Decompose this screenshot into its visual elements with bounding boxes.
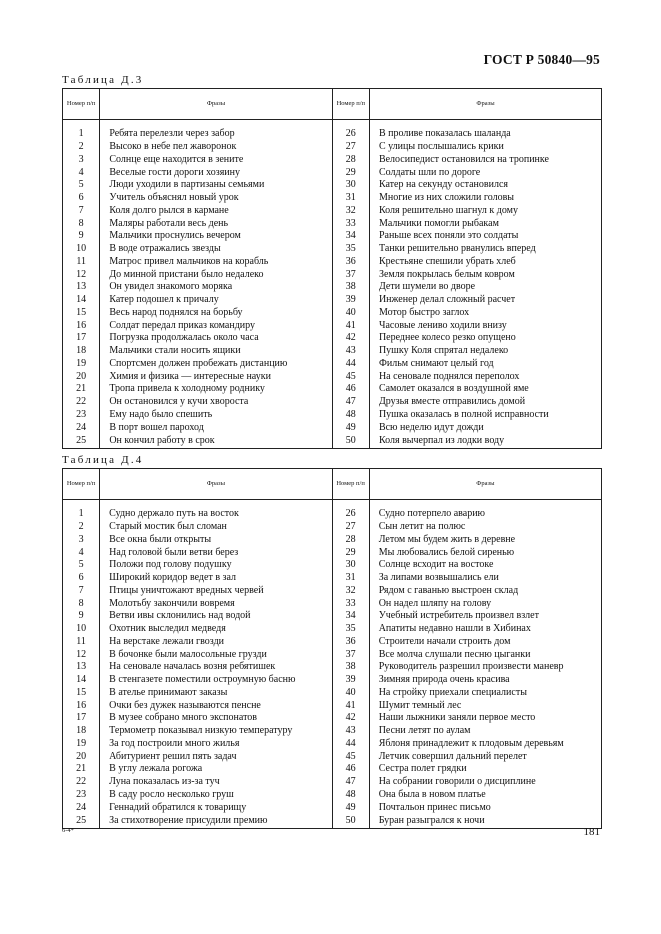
table-row bbox=[63, 699, 602, 712]
row-number: 30 bbox=[332, 179, 369, 192]
phrase-text: Тропа привела к холодному роднику bbox=[100, 383, 332, 396]
phrase-text: Инженер делал сложный расчет bbox=[369, 294, 601, 307]
row-number: 28 bbox=[332, 154, 369, 167]
row-number: 14 bbox=[63, 294, 100, 307]
table-row bbox=[63, 128, 602, 141]
row-number: 19 bbox=[63, 738, 100, 751]
table-row bbox=[63, 738, 602, 751]
table-row bbox=[63, 192, 602, 205]
row-number: 23 bbox=[63, 409, 100, 422]
phrase-text: Мальчики проснулись вечером bbox=[100, 230, 332, 243]
row-number: 32 bbox=[332, 205, 369, 218]
row-number: 39 bbox=[332, 674, 369, 687]
row-number: 35 bbox=[332, 243, 369, 256]
table-row bbox=[63, 814, 602, 829]
phrase-text: Мотор быстро заглох bbox=[369, 307, 601, 320]
row-number: 34 bbox=[332, 230, 369, 243]
phrase-text: Птицы уничтожают вредных червей bbox=[100, 585, 332, 598]
phrase-text: Термометр показывал низкую температуру bbox=[100, 725, 332, 738]
phrase-text: Переднее колесо резко опущено bbox=[369, 332, 601, 345]
row-number: 48 bbox=[332, 409, 369, 422]
row-number: 47 bbox=[332, 776, 369, 789]
row-number: 13 bbox=[63, 661, 100, 674]
signature-mark: 6-4* bbox=[62, 827, 74, 834]
column-header-phrase: Фразы bbox=[100, 469, 332, 500]
phrase-text: Пушку Коля спрятал недалеко bbox=[369, 345, 601, 358]
row-number: 5 bbox=[63, 179, 100, 192]
table-row bbox=[63, 763, 602, 776]
row-number: 27 bbox=[332, 521, 369, 534]
phrase-text: Летчик совершил дальний перелет bbox=[369, 750, 601, 763]
phrase-text: Часовые лениво ходили внизу bbox=[369, 319, 601, 332]
table-row bbox=[63, 725, 602, 738]
phrase-text: Всю неделю идут дожди bbox=[369, 421, 601, 434]
spacer-cell bbox=[369, 120, 601, 129]
row-number: 21 bbox=[63, 763, 100, 776]
phrase-text: Маляры работали весь день bbox=[100, 217, 332, 230]
row-number: 36 bbox=[332, 256, 369, 269]
row-number: 6 bbox=[63, 192, 100, 205]
phrase-text: Сын летит на полюс bbox=[369, 521, 601, 534]
row-number: 46 bbox=[332, 383, 369, 396]
row-number: 8 bbox=[63, 597, 100, 610]
row-number: 40 bbox=[332, 687, 369, 700]
table-row bbox=[63, 610, 602, 623]
phrase-text: Очки без дужек называются пенсне bbox=[100, 699, 332, 712]
row-number: 48 bbox=[332, 789, 369, 802]
table-row bbox=[63, 789, 602, 802]
row-number: 45 bbox=[332, 370, 369, 383]
table-row bbox=[63, 268, 602, 281]
table-row bbox=[63, 256, 602, 269]
phrase-text: Он кончил работу в срок bbox=[100, 434, 332, 449]
spacer-cell bbox=[332, 120, 369, 129]
row-number: 11 bbox=[63, 636, 100, 649]
row-number: 33 bbox=[332, 597, 369, 610]
row-number: 33 bbox=[332, 217, 369, 230]
phrase-text: Все молча слушали песню цыганки bbox=[369, 648, 601, 661]
phrase-text: Зимняя природа очень красива bbox=[369, 674, 601, 687]
phrase-text: В проливе показалась шаланда bbox=[369, 128, 601, 141]
phrase-text: Солнце всходит на востоке bbox=[369, 559, 601, 572]
table-row bbox=[63, 383, 602, 396]
row-number: 4 bbox=[63, 166, 100, 179]
phrase-text: Химия и физика — интересные науки bbox=[100, 370, 332, 383]
phrase-text: Спортсмен должен пробежать дистанцию bbox=[100, 358, 332, 371]
row-number: 30 bbox=[332, 559, 369, 572]
spacer-cell bbox=[369, 500, 601, 509]
table-row bbox=[63, 230, 602, 243]
table-row bbox=[63, 687, 602, 700]
row-number: 37 bbox=[332, 268, 369, 281]
spacer-row bbox=[63, 500, 602, 509]
table-row bbox=[63, 179, 602, 192]
phrase-text: Шумит темный лес bbox=[369, 699, 601, 712]
table-row bbox=[63, 396, 602, 409]
phrase-text: Катер подошел к причалу bbox=[100, 294, 332, 307]
row-number: 9 bbox=[63, 230, 100, 243]
phrase-text: Судно потерпело аварию bbox=[369, 508, 601, 521]
row-number: 47 bbox=[332, 396, 369, 409]
phrase-text: Погрузка продолжалась около часа bbox=[100, 332, 332, 345]
row-number: 44 bbox=[332, 358, 369, 371]
row-number: 8 bbox=[63, 217, 100, 230]
row-number: 37 bbox=[332, 648, 369, 661]
row-number: 14 bbox=[63, 674, 100, 687]
phrase-text: Пушка оказалась в полной исправности bbox=[369, 409, 601, 422]
row-number: 29 bbox=[332, 546, 369, 559]
phrase-text: Мальчики помогли рыбакам bbox=[369, 217, 601, 230]
row-number: 41 bbox=[332, 699, 369, 712]
phrase-text: Учитель объяснял новый урок bbox=[100, 192, 332, 205]
table-row bbox=[63, 141, 602, 154]
column-header-number: Номер п/п bbox=[63, 469, 100, 500]
phrase-text: На стройку приехали специалисты bbox=[369, 687, 601, 700]
phrase-text: На сеновале началась возня ребятишек bbox=[100, 661, 332, 674]
row-number: 26 bbox=[332, 128, 369, 141]
phrase-text: Песни летят по аулам bbox=[369, 725, 601, 738]
phrase-text: Солдат передал приказ командиру bbox=[100, 319, 332, 332]
row-number: 36 bbox=[332, 636, 369, 649]
table-row bbox=[63, 648, 602, 661]
row-number: 41 bbox=[332, 319, 369, 332]
table-row bbox=[63, 585, 602, 598]
phrase-text: Раньше всех поняли это солдаты bbox=[369, 230, 601, 243]
phrase-text: Абитуриент решил пять задач bbox=[100, 750, 332, 763]
phrase-text: Старый мостик был сломан bbox=[100, 521, 332, 534]
row-number: 29 bbox=[332, 166, 369, 179]
phrase-text: Сестра полет грядки bbox=[369, 763, 601, 776]
row-number: 9 bbox=[63, 610, 100, 623]
phrase-text: На собрании говорили о дисциплине bbox=[369, 776, 601, 789]
phrase-text: Широкий коридор ведет в зал bbox=[100, 572, 332, 585]
spacer-row bbox=[63, 120, 602, 129]
phrase-text: Руководитель разрешил произвести маневр bbox=[369, 661, 601, 674]
row-number: 18 bbox=[63, 345, 100, 358]
phrase-text: Танки решительно рванулись вперед bbox=[369, 243, 601, 256]
row-number: 7 bbox=[63, 205, 100, 218]
row-number: 16 bbox=[63, 699, 100, 712]
phrase-text: Земля покрылась белым ковром bbox=[369, 268, 601, 281]
row-number: 25 bbox=[63, 814, 100, 829]
spacer-cell bbox=[100, 500, 332, 509]
phrase-text: Геннадий обратился к товарищу bbox=[100, 801, 332, 814]
table-row bbox=[63, 750, 602, 763]
table-row bbox=[63, 776, 602, 789]
row-number: 3 bbox=[63, 154, 100, 167]
row-number: 5 bbox=[63, 559, 100, 572]
row-number: 20 bbox=[63, 750, 100, 763]
phrase-text: Апатиты недавно нашли в Хибинах bbox=[369, 623, 601, 636]
row-number: 19 bbox=[63, 358, 100, 371]
phrase-text: Положи под голову подушку bbox=[100, 559, 332, 572]
row-number: 34 bbox=[332, 610, 369, 623]
table-row bbox=[63, 370, 602, 383]
table-row bbox=[63, 154, 602, 167]
row-number: 38 bbox=[332, 661, 369, 674]
row-number: 11 bbox=[63, 256, 100, 269]
table-row bbox=[63, 205, 602, 218]
row-number: 43 bbox=[332, 345, 369, 358]
phrase-text: Многие из них сложили головы bbox=[369, 192, 601, 205]
row-number: 31 bbox=[332, 192, 369, 205]
row-number: 16 bbox=[63, 319, 100, 332]
table-row bbox=[63, 636, 602, 649]
column-header-number: Номер п/п bbox=[332, 89, 369, 120]
row-number: 17 bbox=[63, 332, 100, 345]
row-number: 18 bbox=[63, 725, 100, 738]
phrase-text: Почтальон принес письмо bbox=[369, 801, 601, 814]
table-row bbox=[63, 421, 602, 434]
row-number: 43 bbox=[332, 725, 369, 738]
row-number: 12 bbox=[63, 268, 100, 281]
phrase-text: Он надел шляпу на голову bbox=[369, 597, 601, 610]
table-row bbox=[63, 358, 602, 371]
row-number: 4 bbox=[63, 546, 100, 559]
row-number: 42 bbox=[332, 332, 369, 345]
phrase-table-d4 bbox=[62, 468, 602, 829]
phrase-text: Буран разыгрался к ночи bbox=[369, 814, 601, 829]
row-number: 10 bbox=[63, 623, 100, 636]
phrase-text: На сеновале поднялся переполох bbox=[369, 370, 601, 383]
row-number: 7 bbox=[63, 585, 100, 598]
row-number: 40 bbox=[332, 307, 369, 320]
row-number: 24 bbox=[63, 801, 100, 814]
column-header-number: Номер п/п bbox=[63, 89, 100, 120]
phrase-text: Он остановился у кучи хвороста bbox=[100, 396, 332, 409]
phrase-text: Велосипедист остановился на тропинке bbox=[369, 154, 601, 167]
row-number: 44 bbox=[332, 738, 369, 751]
phrase-text: В музее собрано много экспонатов bbox=[100, 712, 332, 725]
table-row bbox=[63, 307, 602, 320]
phrase-text: На верстаке лежали гвозди bbox=[100, 636, 332, 649]
row-number: 20 bbox=[63, 370, 100, 383]
table-row bbox=[63, 281, 602, 294]
table-caption-d3: Таблица Д.3 bbox=[62, 74, 144, 86]
row-number: 22 bbox=[63, 396, 100, 409]
row-number: 50 bbox=[332, 814, 369, 829]
phrase-text: За липами возвышались ели bbox=[369, 572, 601, 585]
spacer-cell bbox=[332, 500, 369, 509]
phrase-table-d3 bbox=[62, 88, 602, 449]
phrase-text: Он увидел знакомого моряка bbox=[100, 281, 332, 294]
phrase-text: Мы любовались белой сиренью bbox=[369, 546, 601, 559]
phrase-text: Крестьяне спешили убрать хлеб bbox=[369, 256, 601, 269]
row-number: 49 bbox=[332, 421, 369, 434]
row-number: 13 bbox=[63, 281, 100, 294]
row-number: 28 bbox=[332, 534, 369, 547]
table-row bbox=[63, 546, 602, 559]
spacer-cell bbox=[63, 120, 100, 129]
row-number: 26 bbox=[332, 508, 369, 521]
phrase-text: Летом мы будем жить в деревне bbox=[369, 534, 601, 547]
row-number: 39 bbox=[332, 294, 369, 307]
phrase-text: Друзья вместе отправились домой bbox=[369, 396, 601, 409]
row-number: 1 bbox=[63, 508, 100, 521]
table-caption-d4: Таблица Д.4 bbox=[62, 454, 144, 466]
phrase-text: Учебный истребитель произвел взлет bbox=[369, 610, 601, 623]
phrase-text: Над головой были ветви берез bbox=[100, 546, 332, 559]
column-header-phrase: Фразы bbox=[100, 89, 332, 120]
row-number: 23 bbox=[63, 789, 100, 802]
phrase-text: Она была в новом платье bbox=[369, 789, 601, 802]
row-number: 3 bbox=[63, 534, 100, 547]
phrase-text: В стенгазете поместили остроумную басню bbox=[100, 674, 332, 687]
table-header-row bbox=[63, 469, 602, 500]
row-number: 50 bbox=[332, 434, 369, 449]
column-header-phrase: Фразы bbox=[369, 469, 601, 500]
row-number: 27 bbox=[332, 141, 369, 154]
table-row bbox=[63, 294, 602, 307]
row-number: 45 bbox=[332, 750, 369, 763]
table-row bbox=[63, 434, 602, 449]
phrase-text: В порт вошел пароход bbox=[100, 421, 332, 434]
phrase-text: Ребята перелезли через забор bbox=[100, 128, 332, 141]
row-number: 31 bbox=[332, 572, 369, 585]
table-row bbox=[63, 345, 602, 358]
table-row bbox=[63, 712, 602, 725]
table-row bbox=[63, 243, 602, 256]
phrase-text: Высоко в небе пел жаворонок bbox=[100, 141, 332, 154]
row-number: 10 bbox=[63, 243, 100, 256]
row-number: 24 bbox=[63, 421, 100, 434]
phrase-text: Строители начали строить дом bbox=[369, 636, 601, 649]
phrase-text: В углу лежала рогожа bbox=[100, 763, 332, 776]
phrase-text: В ателье принимают заказы bbox=[100, 687, 332, 700]
phrase-text: Мальчики стали носить ящики bbox=[100, 345, 332, 358]
column-header-phrase: Фразы bbox=[369, 89, 601, 120]
phrase-text: С улицы послышались крики bbox=[369, 141, 601, 154]
table-row bbox=[63, 572, 602, 585]
phrase-text: Дети шумели во дворе bbox=[369, 281, 601, 294]
standard-designation: ГОСТ Р 50840—95 bbox=[483, 52, 600, 67]
row-number: 21 bbox=[63, 383, 100, 396]
row-number: 22 bbox=[63, 776, 100, 789]
phrase-text: За стихотворение присудили премию bbox=[100, 814, 332, 829]
table-row bbox=[63, 559, 602, 572]
spacer-cell bbox=[63, 500, 100, 509]
table-row bbox=[63, 521, 602, 534]
table-row bbox=[63, 597, 602, 610]
row-number: 1 bbox=[63, 128, 100, 141]
row-number: 6 bbox=[63, 572, 100, 585]
phrase-text: Люди уходили в партизаны семьями bbox=[100, 179, 332, 192]
phrase-text: Охотник выследил медведя bbox=[100, 623, 332, 636]
spacer-cell bbox=[100, 120, 332, 129]
phrase-text: Наши лыжники заняли первое место bbox=[369, 712, 601, 725]
table-row bbox=[63, 534, 602, 547]
row-number: 2 bbox=[63, 521, 100, 534]
row-number: 32 bbox=[332, 585, 369, 598]
table-row bbox=[63, 661, 602, 674]
phrase-text: Весь народ поднялся на борьбу bbox=[100, 307, 332, 320]
phrase-text: За год построили много жилья bbox=[100, 738, 332, 751]
phrase-text: Катер на секунду остановился bbox=[369, 179, 601, 192]
row-number: 12 bbox=[63, 648, 100, 661]
phrase-text: Коля долго рылся в кармане bbox=[100, 205, 332, 218]
phrase-text: Коля решительно шагнул к дому bbox=[369, 205, 601, 218]
phrase-text: Веселые гости дороги хозяину bbox=[100, 166, 332, 179]
row-number: 46 bbox=[332, 763, 369, 776]
phrase-text: В воде отражались звезды bbox=[100, 243, 332, 256]
phrase-text: В бочонке были малосольные грузди bbox=[100, 648, 332, 661]
table-header-row bbox=[63, 89, 602, 120]
column-header-number: Номер п/п bbox=[332, 469, 369, 500]
table-row bbox=[63, 409, 602, 422]
row-number: 42 bbox=[332, 712, 369, 725]
table-row bbox=[63, 217, 602, 230]
table-row bbox=[63, 623, 602, 636]
row-number: 2 bbox=[63, 141, 100, 154]
page-number: 181 bbox=[583, 826, 600, 838]
phrase-text: Солнце еще находится в зените bbox=[100, 154, 332, 167]
phrase-text: Рядом с гаванью выстроен склад bbox=[369, 585, 601, 598]
row-number: 35 bbox=[332, 623, 369, 636]
table-row bbox=[63, 674, 602, 687]
table-row bbox=[63, 508, 602, 521]
phrase-text: До минной пристани было недалеко bbox=[100, 268, 332, 281]
row-number: 25 bbox=[63, 434, 100, 449]
phrase-text: Молотьбу закончили вовремя bbox=[100, 597, 332, 610]
table-row bbox=[63, 319, 602, 332]
phrase-text: Ему надо было спешить bbox=[100, 409, 332, 422]
phrase-text: Судно держало путь на восток bbox=[100, 508, 332, 521]
phrase-text: Яблоня принадлежит к плодовым деревьям bbox=[369, 738, 601, 751]
phrase-text: Солдаты шли по дороге bbox=[369, 166, 601, 179]
phrase-text: Все окна были открыты bbox=[100, 534, 332, 547]
phrase-text: Ветви ивы склонились над водой bbox=[100, 610, 332, 623]
table-row bbox=[63, 332, 602, 345]
table-row bbox=[63, 801, 602, 814]
row-number: 15 bbox=[63, 687, 100, 700]
phrase-text: Коля вычерпал из лодки воду bbox=[369, 434, 601, 449]
table-row bbox=[63, 166, 602, 179]
phrase-text: Матрос привел мальчиков на корабль bbox=[100, 256, 332, 269]
phrase-text: Луна показалась из-за туч bbox=[100, 776, 332, 789]
phrase-text: Фильм снимают целый год bbox=[369, 358, 601, 371]
row-number: 17 bbox=[63, 712, 100, 725]
phrase-text: Самолет оказался в воздушной яме bbox=[369, 383, 601, 396]
row-number: 38 bbox=[332, 281, 369, 294]
row-number: 49 bbox=[332, 801, 369, 814]
phrase-text: В саду росло несколько груш bbox=[100, 789, 332, 802]
row-number: 15 bbox=[63, 307, 100, 320]
